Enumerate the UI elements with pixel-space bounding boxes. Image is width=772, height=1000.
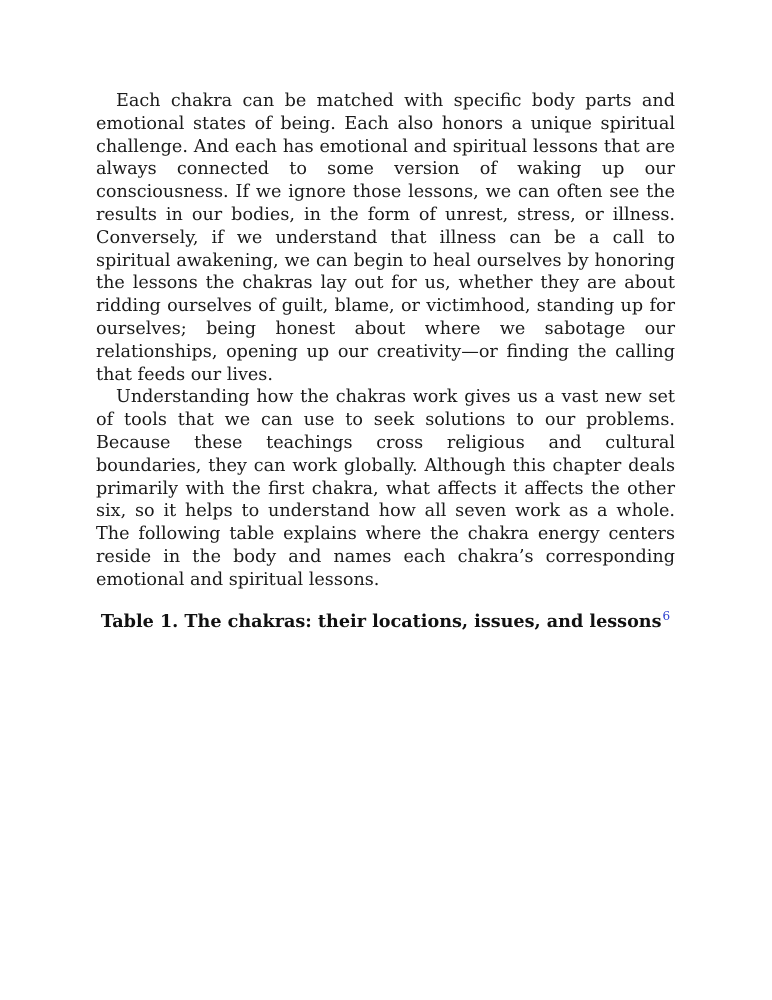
page-content: [96, 90, 675, 634]
body-paragraph-1: Each chakra can be matched with specific body parts and emotional states of being. Each also honors a unique spiritual challenge. And each has emotional and spiritual lessons that are always connected to some version of waking up our consciousness. If we ignore those lessons, we can often see the results in our bodies, in the form of unrest, stress, or illness. Conversely, if we understand that illness can be a call to spiritual awakening, we can begin to heal ourselves by honoring the lessons the chakras lay out for us, whether they are about ridding ourselves of guilt, blame, or victimhood, standing up for ourselves; being honest about where we sabotage our relationships, opening up our creativity—or finding the calling that feeds our lives.: [96, 91, 675, 385]
footnote-reference-link[interactable]: 6: [662, 608, 671, 623]
body-paragraph-2: Understanding how the chakras work gives us a vast new set of tools that we can use to seek solutions to our problems. Because these teachings cross religious and cultural boundaries, they can work globally. Although this chapter deals primarily with the first chakra, what affects it affects the other six, so it helps to understand how all seven work as a whole. The following table explains where the chakra energy centers reside in the body and names each chakra’s corresponding emotional and spiritual lessons.: [96, 387, 675, 590]
table-caption-text: Table 1. The chakras: their locations, issues, and lessons: [100, 610, 662, 632]
table-caption: [96, 610, 675, 634]
